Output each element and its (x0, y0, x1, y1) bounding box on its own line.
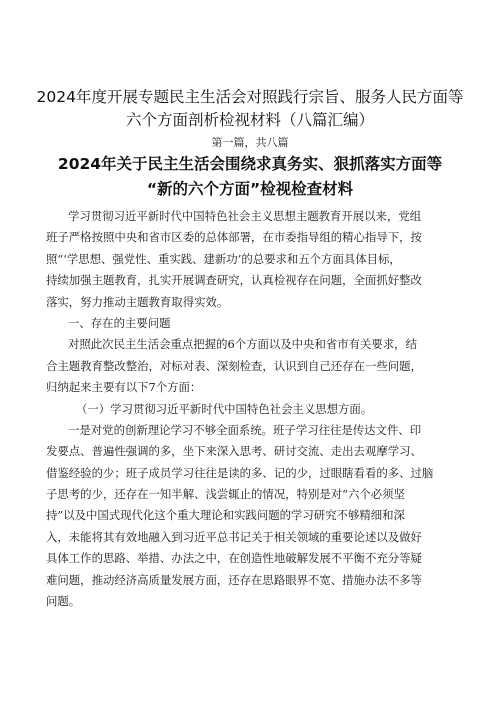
section-heading: 一、存在的主要问题 (68, 315, 171, 330)
article-title-line: “新的六个方面”检视检查材料 (146, 180, 354, 198)
paragraph-line: 借鉴经验的少；班子成员学习往往是读的多、记的少，过眼瞎看看的多、过脑 (46, 465, 434, 480)
article-title-line: 2024年关于民主生活会围绕求真务实、狠抓落实方面等 (57, 155, 443, 173)
paragraph-line: 一是对党的创新理论学习不够全面系统。班子学习往往是传达文件、印 (68, 422, 422, 437)
paragraph-line: 归纳起来主要有以下7个方面： (46, 380, 202, 395)
paragraph-line: 合主题教育整改整治，对标对表、深刻检查，认识到自己还存在一些问题， (46, 358, 422, 373)
paragraph-line: 持”以及中国式现代化这个重大理论和实践问题的学习研究不够精细和深 (46, 508, 405, 523)
paragraph-line: 持续加强主题教育，扎实开展调查研究，认真检视存在问题，全面抓好整改 (46, 273, 422, 288)
paragraph-line: 照“‘学思想、强党性、重实践、建新功’的总要求和五个方面具体目标， (46, 251, 401, 266)
subsection-heading: （一）学习贯彻习近平新时代中国特色社会主义思想方面。 (76, 401, 373, 416)
article-body (46, 206, 460, 612)
paragraph-line: 落实，努力推动主题教育取得实效。 (46, 294, 229, 309)
paragraph-line: 问题。 (46, 594, 81, 609)
chapter-label: 第一篇，共八篇 (211, 136, 289, 149)
paragraph-line: 子思考的少，还存在一知半解、浅尝辄止的情况，特别是对“六个必须坚 (46, 487, 405, 502)
paragraph-line: 学习贯彻习近平新时代中国特色社会主义思想主题教育开展以来，党组 (68, 209, 422, 223)
paragraph-line: 发要点、普遍性强调的多，坐下来深入思考、研讨交流、走出去观摩学习、 (46, 444, 422, 459)
main-title-line: 2024年度开展专题民主生活会对照践行宗旨、服务人民方面等 (36, 88, 464, 106)
main-title-line: 六个方面剖析检视材料（八篇汇编） (125, 111, 374, 129)
document-main-title (30, 86, 470, 132)
paragraph-line: 班子严格按照中央和省市区委的总体部署，在市委指导组的精心指导下，按 (46, 230, 422, 245)
paragraph-line: 对照此次民主生活会重点把握的6个方面以及中央和省市有关要求，结 (68, 337, 417, 352)
paragraph-line: 入，未能将其有效地融入到习近平总书记关于相关领域的重要论述以及做好 (46, 529, 422, 544)
article-title (30, 152, 470, 202)
paragraph-line: 难问题，推动经济高质量发展方面，还存在思路眼界不宽、措施办法不多等 (46, 572, 422, 587)
paragraph-line: 具体工作的思路、举措、办法之中，在创造性地破解发展不平衡不充分等疑 (46, 551, 422, 566)
